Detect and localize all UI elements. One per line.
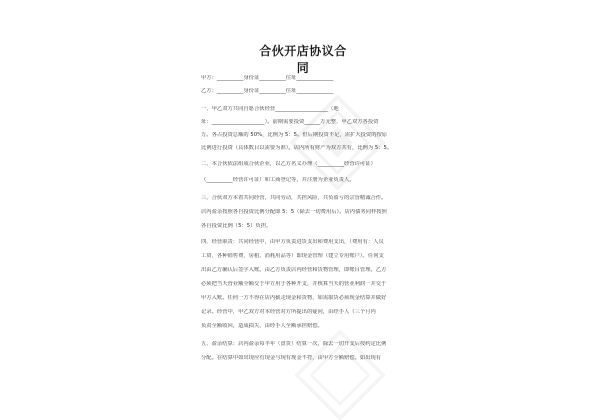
clause-line: 址：____________________）。前期需要投资______万元整，甲乙双方各投资: [201, 119, 379, 125]
clause-line: 一、甲乙双方共同自愿合伙经营____________________（地: [201, 106, 339, 112]
party-b-line: 乙方：__________身份证__________住址______________: [201, 88, 334, 94]
clause-line: 二、本合伙依法组成合伙企业，以乙方名义办理（__________经营许可证）: [201, 161, 376, 167]
clause-line: 各自投资比例（5：5）负担。: [201, 223, 272, 229]
clause-line: 工资、各种销售费、房租、消耗用品等）即现金管理（建立专用账户）。任何支: [201, 253, 384, 259]
document-title: 合伙开店协议合同: [259, 44, 347, 75]
clause-line: 分配。在结算中如出现应有现金与现有现金不符，由甲方全额赔偿。如出现有: [201, 355, 382, 361]
clause-line: 五、盈余结算：店内盈余每半年（盘货）结算一次，除去一切开支后按约定比例: [201, 341, 387, 347]
clause-line: 出由乙方确认后签字入账。由乙方负责店内经营和货物管理，即账目管理。乙方: [201, 267, 387, 273]
clause-line: 比例进行投资（具体数目以需要为准）。店内所有财产为双方共有，比例为 5：5。: [201, 145, 393, 151]
clause-line: （__________经营许可证）和工商登记等，并注册为企业负责人。: [201, 177, 355, 183]
clause-line: 店内盈余按照各自投资比例分配即 5：5（除去一切费用后）。店内债务同样按照: [201, 209, 387, 215]
clause-line: 甲方入账。任何一方不得在店内截走现金和货物，如需取货必须现金结算并做好: [201, 295, 387, 301]
clause-line: 四、经营职责：共同经营中，由甲方负责进货支出和费用支出，（费用有：人员: [201, 239, 384, 245]
clause-line: 万。各占投资总额的 50%，比例为 5：5。但后期投资不足，需扩大投资的按原: [201, 132, 388, 138]
clause-line: 记录。经营中，甲乙双方对本经营对方所提出的疑问，由经手人（三个月内: [201, 309, 376, 315]
clause-line: 三、合伙双方本着共同经营，共同劳动，共担风险，共负盈亏的宗旨精诚合作。: [201, 195, 387, 201]
clause-line: 负责全额收回，造成损失，由经手人全额承担赔偿。: [201, 323, 323, 329]
party-a-line: 甲方：__________身份证__________住址______________: [201, 75, 334, 81]
clause-line: 必须把当天营业额全额交于甲方用于各种开支，并核算当天的营业利润一并交于: [201, 281, 387, 287]
